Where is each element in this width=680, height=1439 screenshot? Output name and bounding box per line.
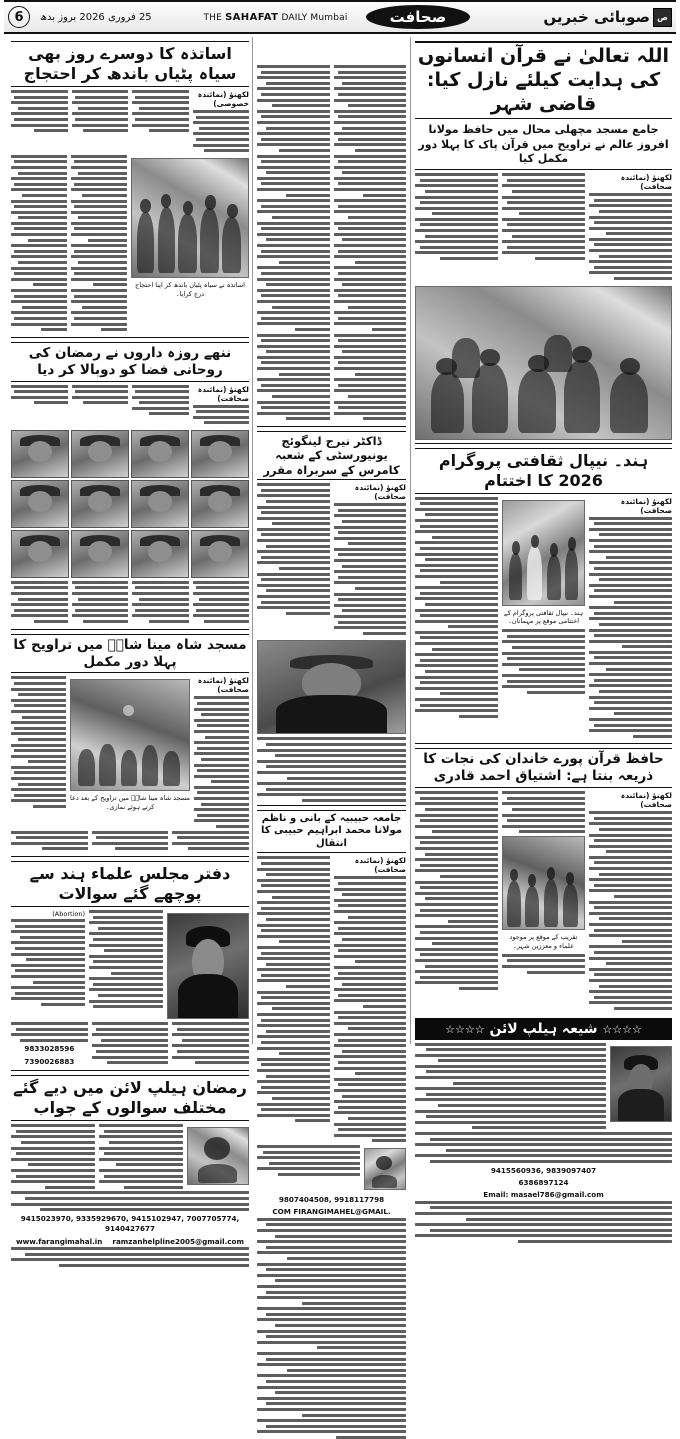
child-photo	[191, 430, 249, 478]
nameplate-sahafat: صحافت	[366, 5, 471, 30]
lead-body-col-3	[415, 173, 498, 283]
indo-nepal-body	[415, 497, 672, 741]
dr-neeraj-dateline: لکھنؤ (نمائندہ صحافت)	[354, 483, 406, 502]
hafiz-quran-body-col-2	[502, 791, 585, 1012]
teachers-protest-photo	[131, 158, 249, 278]
english-title-bold: SAHAFAT	[225, 11, 279, 23]
majlis-qa-1	[172, 1022, 249, 1067]
firangi-mahal-block	[257, 1145, 406, 1193]
banner-stars-left: ☆☆☆☆	[602, 1022, 642, 1036]
indo-nepal-photo	[502, 500, 585, 606]
shia-helpline-title: شیعہ ہیلپ لائن	[489, 1020, 598, 1037]
shah-mina-col-1	[194, 676, 249, 830]
majlis-ulama-phone-2: 7390026883	[24, 1056, 75, 1066]
shah-mina-photo	[70, 679, 190, 791]
firangi-mahal-phones: 9807404508, 9918117798	[278, 1194, 385, 1204]
teachers-protest-lower	[11, 155, 249, 334]
ramzan-helpline-links	[11, 1237, 249, 1247]
masthead-left	[522, 8, 676, 27]
teachers-protest-headline: اساتذہ کا دوسرے روز بھی سیاہ پٹیاں باندھ کر احتجاج	[11, 41, 249, 87]
shia-helpline-email[interactable]: masael786@gmail.com	[510, 1190, 604, 1200]
indo-nepal-body-col-3	[415, 497, 498, 741]
lead-body	[415, 173, 672, 283]
lead-dateline: لکھنؤ (نمائندہ صحافت)	[620, 173, 672, 192]
masthead	[4, 0, 676, 34]
firangi-mahal-photo-wrap	[364, 1145, 406, 1193]
mid-top-col-2	[257, 65, 330, 423]
firangi-mahal-text	[257, 1145, 360, 1193]
child-photo	[191, 480, 249, 528]
mid-top-col-1	[334, 65, 407, 423]
teachers-protest-body	[11, 90, 249, 155]
page-number-badge: 6	[8, 6, 30, 28]
child-photo	[131, 530, 189, 578]
children-fasting-col-4	[11, 385, 68, 427]
shah-mina-body	[11, 676, 249, 830]
shah-mina-tail-2	[92, 831, 169, 853]
banner-stars-right: ☆☆☆☆	[445, 1022, 485, 1036]
teachers-protest-text-a	[71, 155, 127, 334]
majlis-ulama-qa	[11, 1022, 249, 1067]
indo-nepal-headline: ہند۔ نیپال ثقافتی پروگرام 2026 کا اختتام	[415, 448, 672, 494]
english-title-post: DAILY Mumbai	[278, 12, 348, 23]
lead-body-col-1	[589, 173, 672, 283]
column-left	[8, 37, 252, 1246]
child-photo	[71, 430, 129, 478]
indo-nepal-body-col-2	[502, 497, 585, 741]
shia-helpline-body	[415, 1043, 672, 1133]
hafiz-quran-body-col-3	[415, 791, 498, 1012]
majlis-ulama-text-1	[89, 910, 163, 1022]
majlis-ulama-body	[11, 910, 249, 1022]
children-fasting-col-8	[11, 581, 68, 626]
shia-helpline-portrait	[610, 1046, 672, 1122]
jamia-habibia-headline: جامعہ حبیبیہ کے بانی و ناظم مولانا محمد ابراہیم حبیبی کا انتقال	[257, 810, 406, 854]
majlis-portrait-wrap	[167, 910, 249, 1022]
child-photo	[11, 430, 69, 478]
ramzan-helpline-headline: رمضان ہیلپ لائن میں دیے گئے مختلف سوالوں کے جواب	[11, 1075, 249, 1121]
child-photo	[131, 480, 189, 528]
teachers-protest-col-1	[193, 90, 250, 155]
ramzan-helpline-phones: 9415023970, 9335929670, 9415102947, 7007705774, 9140427677	[20, 1213, 240, 1234]
child-photo	[191, 530, 249, 578]
shia-helpline-email-row: Email: masael786@gmail.com	[483, 1190, 604, 1200]
dr-neeraj-body	[257, 483, 406, 637]
shia-helpline-portrait-wrap	[610, 1043, 672, 1133]
children-fasting-headline: ننھے روزہ داروں نے رمضان کی روحانی فضا کو دوبالا کر دیا	[11, 342, 249, 382]
hafiz-quran-dateline: لکھنؤ (نمائندہ صحافت)	[620, 791, 672, 810]
shah-mina-tail-1	[172, 831, 249, 853]
child-photo	[71, 480, 129, 528]
shia-helpline-phone-single: 6386897124	[518, 1178, 569, 1188]
dr-neeraj-headline: ڈاکٹر نیرج لینگوئج یونیورسٹی کے شعبہ کامرس کے سربراہ مقرر	[257, 431, 406, 480]
majlis-ulama-phone-1: 9833028596	[24, 1044, 75, 1054]
dr-neeraj-col-2	[257, 483, 330, 637]
child-photo	[131, 430, 189, 478]
shia-helpline-email-label: Email	[483, 1190, 506, 1200]
lead-headline: اللہ تعالیٰ نے قرآن انسانوں کی ہدایت کیلئے نازل کیا: قاضی شہر	[415, 41, 672, 119]
mid-top-body	[257, 65, 406, 423]
masthead-right	[4, 6, 152, 28]
firangi-mahal-email[interactable]: COM FIRANGIMAHEL@GMAIL.	[272, 1207, 391, 1217]
child-photo	[11, 530, 69, 578]
ramzan-helpline-email[interactable]: ramzanhelpline2005@gmail.com	[112, 1236, 244, 1246]
issue-date: 25 فروری 2026 بروز بدھ	[40, 11, 152, 23]
hafiz-quran-body-col-1	[589, 791, 672, 1012]
children-photo-grid	[11, 430, 249, 578]
majlis-ulama-portrait	[167, 913, 249, 1019]
shah-mina-tail-3	[11, 831, 88, 853]
abortion-tag: (Abortion)	[52, 910, 85, 918]
indo-nepal-photo-caption: ہند۔ نیپال ثقافتی پروگرام کے اختتامی موقع پر مہمانان۔	[503, 608, 584, 626]
majlis-qa-3	[11, 1022, 88, 1067]
shia-helpline-phones: 9415560936, 9839097407	[490, 1165, 597, 1175]
dr-neeraj-portrait	[257, 640, 406, 734]
hafiz-quran-photo	[502, 836, 585, 930]
jamia-habibia-col-2	[257, 856, 330, 1145]
hafiz-quran-photo-caption: تقریب کے موقع پر موجود علماء و معززین شہر۔	[509, 933, 578, 951]
indo-nepal-body-col-1	[589, 497, 672, 741]
page-grid	[4, 34, 676, 1246]
dr-neeraj-col-1	[334, 483, 407, 637]
ramzan-helpline-text-2	[11, 1124, 95, 1191]
children-fasting-col-7	[72, 581, 129, 626]
indo-nepal-dateline: لکھنؤ (نمائندہ صحافت)	[620, 496, 672, 515]
child-photo	[11, 480, 69, 528]
shah-mina-col-3	[11, 676, 66, 830]
provincial-news-logo-icon: ص	[653, 8, 672, 27]
shah-mina-tail	[11, 831, 249, 853]
hafiz-quran-headline: حافظ قرآن پورے خاندان کی نجات کا ذریعہ بنتا ہے: اشتیاق احمد قادری	[415, 748, 672, 788]
children-fasting-col-6	[132, 581, 189, 626]
children-fasting-col-1	[193, 385, 250, 427]
teachers-protest-photo-caption: اساتذہ نے سیاہ پٹیاں باندھ کر اپنا احتجاج درج کرایا۔	[135, 280, 245, 298]
child-photo	[71, 530, 129, 578]
shia-helpline-text	[415, 1043, 606, 1133]
lead-subhead: جامع مسجد مچھلی محال میں حافظ مولانا افروز عالم نے تراویح میں قرآن پاک کا پہلا دور مکمل کیا	[415, 122, 672, 170]
children-fasting-dateline: لکھنؤ (نمائندہ صحافت)	[197, 384, 249, 403]
teachers-protest-dateline: لکھنؤ (نمائندہ خصوصی)	[197, 90, 249, 108]
teachers-protest-text-b	[11, 155, 67, 334]
teachers-photo-wrap	[131, 155, 249, 334]
jamia-habibia-dateline: لکھنؤ (نمائندہ صحافت)	[354, 856, 406, 875]
jamia-habibia-body	[257, 856, 406, 1145]
english-title	[203, 12, 347, 23]
column-right	[410, 37, 676, 1200]
teachers-protest-col-2	[132, 90, 189, 155]
children-fasting-body2	[11, 581, 249, 626]
children-fasting-body	[11, 385, 249, 427]
majlis-ulama-headline: دفتر مجلس علماء ہند سے پوچھے گئے سوالات	[11, 861, 249, 907]
ramzan-helpline-text-1	[99, 1124, 183, 1191]
lead-photo	[415, 286, 672, 440]
children-fasting-col-2	[132, 385, 189, 427]
shah-mina-photo-wrap	[70, 676, 190, 830]
majlis-ulama-text-2	[11, 910, 85, 1022]
shah-mina-photo-caption: مسجد شاہ مینا شاہؒ میں تراویح کے بعد دعا کرتے ہوئے نمازی۔	[69, 794, 190, 812]
english-title-pre: THE	[203, 12, 226, 23]
jamia-habibia-col-1	[334, 856, 407, 1145]
column-middle	[252, 37, 410, 1217]
lead-body-col-2	[502, 173, 585, 283]
teachers-protest-col-3	[72, 90, 129, 155]
ramzan-portrait-wrap	[187, 1124, 249, 1191]
ramzan-helpline-portrait	[187, 1127, 249, 1185]
shia-helpline-banner	[415, 1018, 672, 1040]
masthead-center	[152, 5, 522, 30]
firangi-mahal-photo	[364, 1148, 406, 1190]
children-fasting-col-5	[193, 581, 250, 626]
ramzan-helpline-website[interactable]: www.farangimahal.in	[16, 1236, 103, 1246]
teachers-protest-col-4	[11, 90, 68, 155]
children-fasting-col-3	[72, 385, 129, 427]
hafiz-quran-body	[415, 791, 672, 1012]
ramzan-helpline-body	[11, 1124, 249, 1191]
provincial-news-label: صوبائی خبریں	[543, 8, 650, 26]
majlis-qa-2	[92, 1022, 169, 1067]
shah-mina-headline: مسجد شاہ مینا شاہؒ میں تراویح کا پہلا دور مکمل	[11, 634, 249, 674]
shah-mina-dateline: لکھنؤ (نمائندہ صحافت)	[197, 676, 249, 695]
